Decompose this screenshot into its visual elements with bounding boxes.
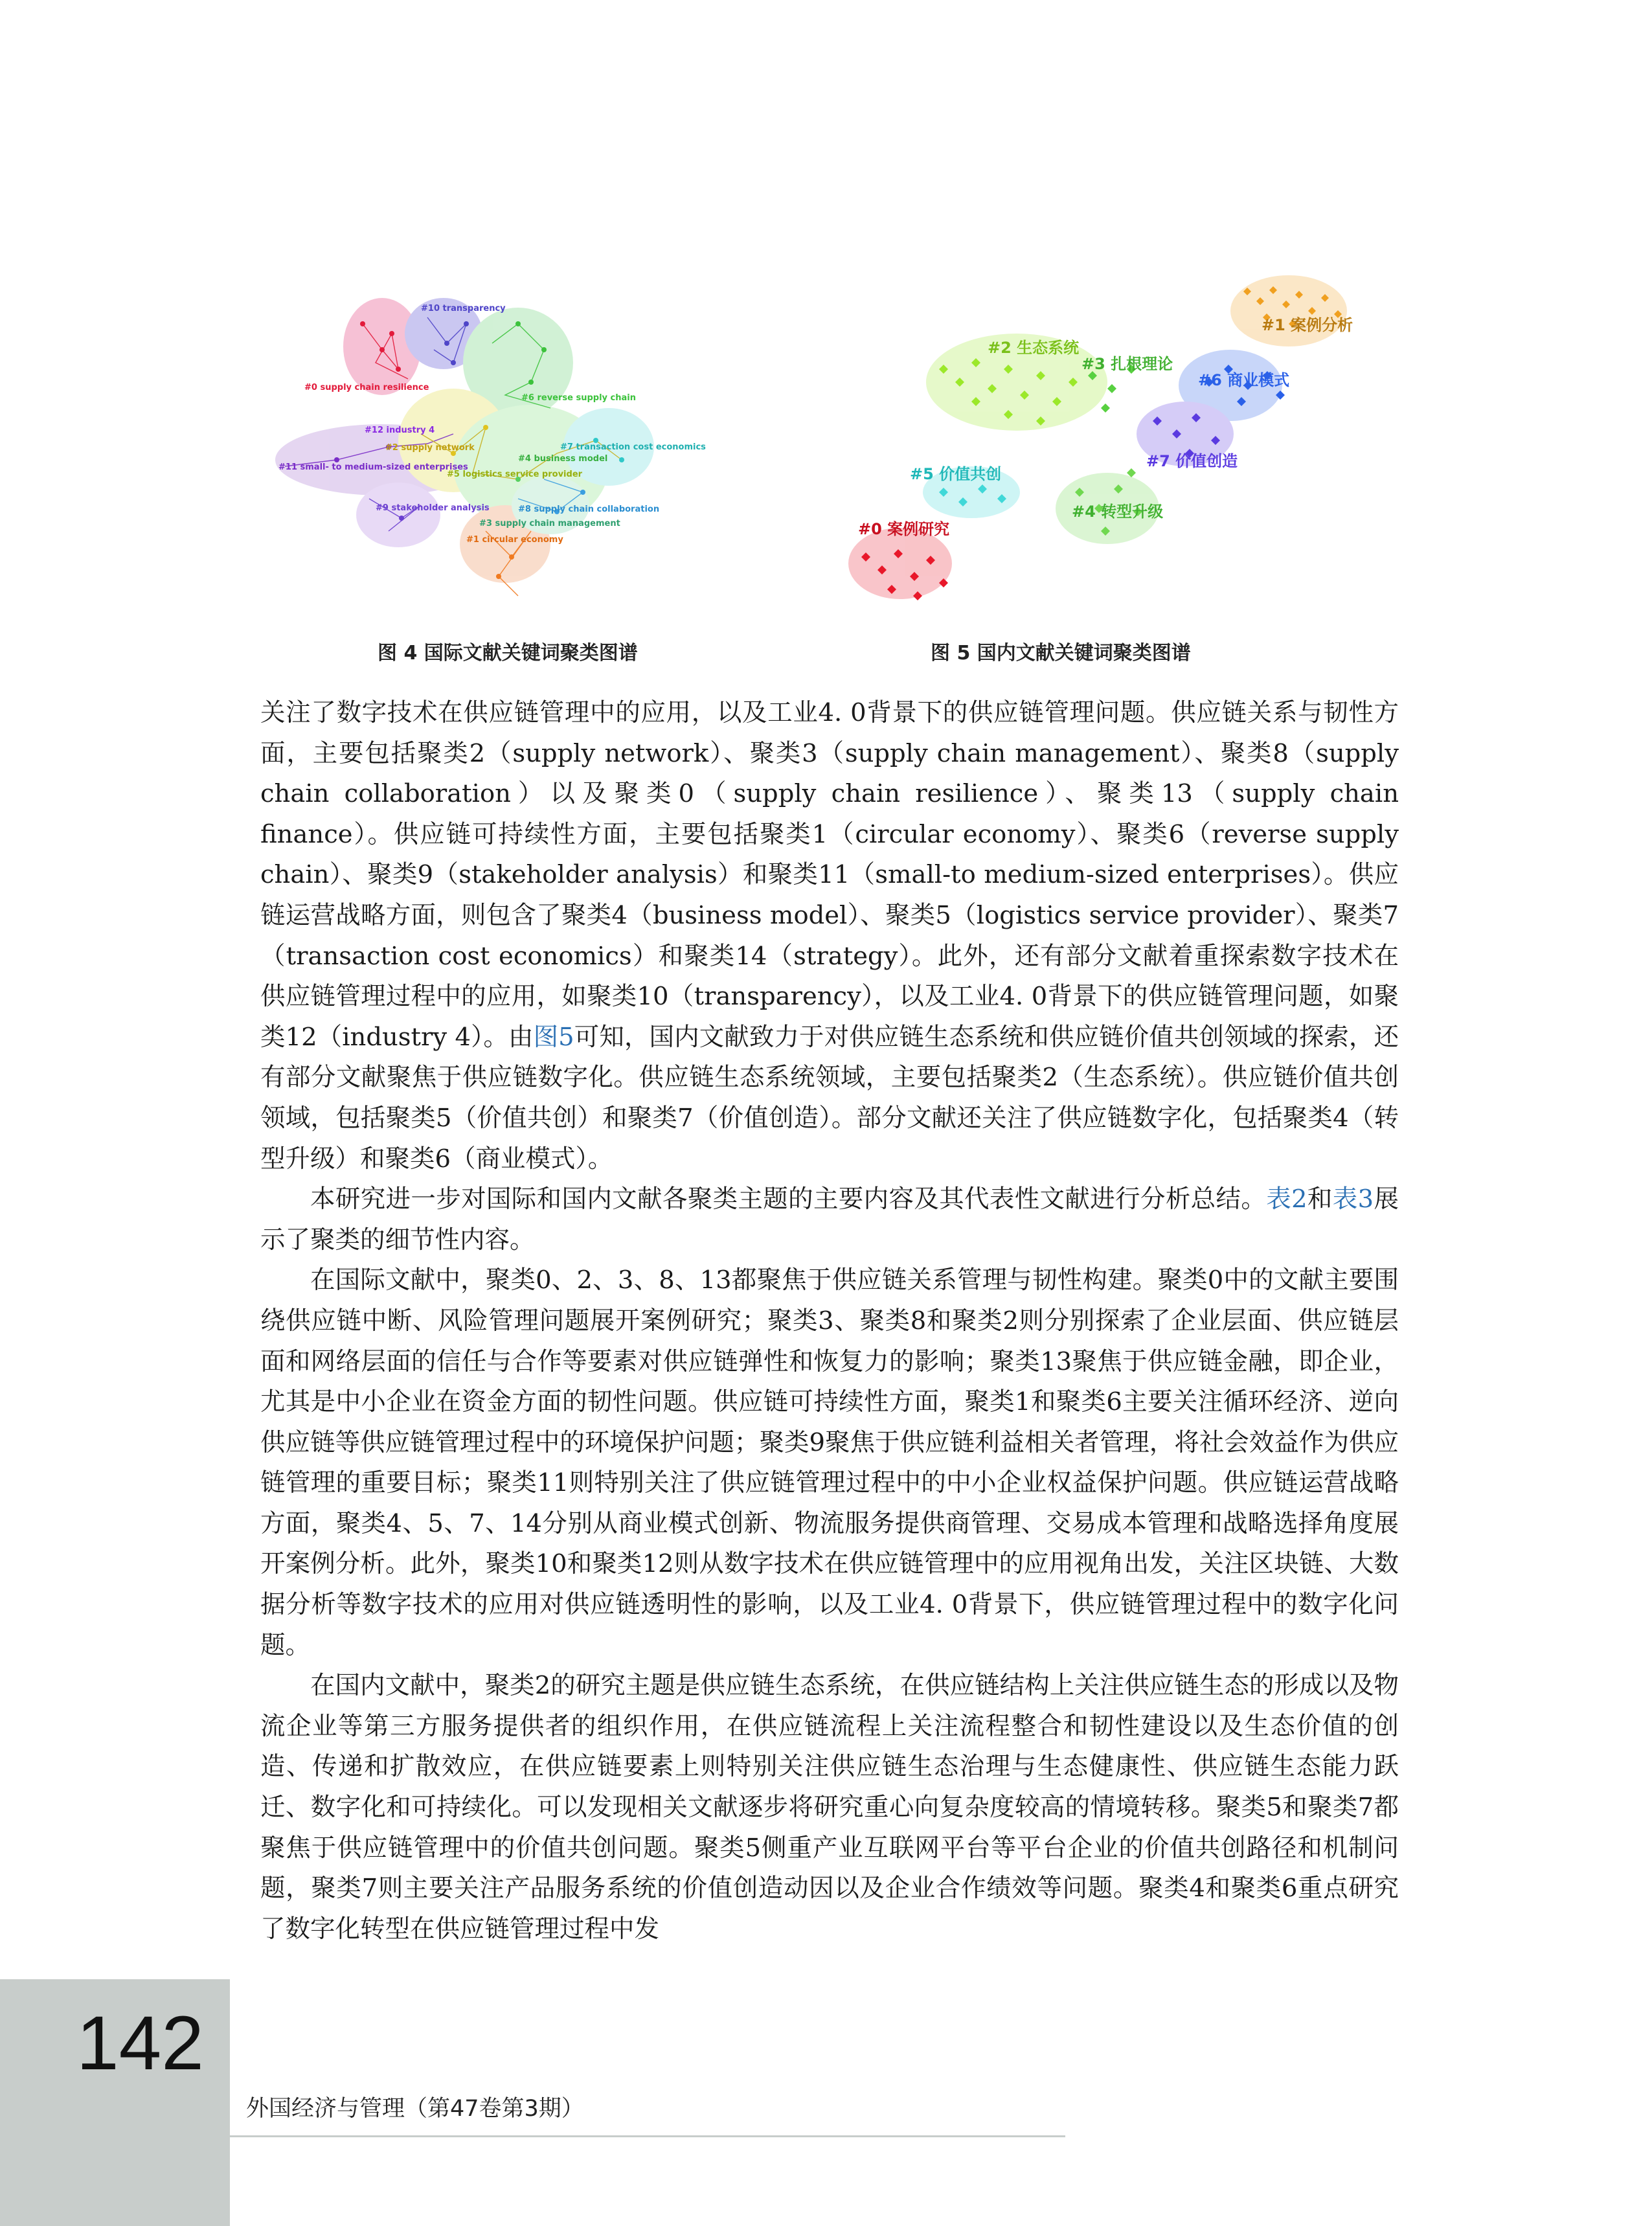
cluster-label: #5 价值共创	[910, 465, 1002, 483]
body-text	[260, 693, 1399, 1949]
cluster-label: #11 small- to medium-sized enterprises	[278, 462, 468, 472]
cluster-label: #6 reverse supply chain	[521, 393, 636, 403]
cluster-label: #9 stakeholder analysis	[376, 503, 490, 513]
text-run: 可知，国内文献致力于对供应链生态系统和供应链价值共创领域的探索，还有部分文献聚焦于供应链数字化。供应链生态系统领域，主要包括聚类2（生态系统）。供应链价值共创领域，包括聚类5（价值共创）和聚类7（价值创造）。部分文献还关注了供应链数字化，包括聚类4（转型升级）和聚类6（商业模式）。	[260, 1022, 1399, 1174]
cluster-label: #1 circular economy	[466, 535, 563, 545]
footer-divider	[230, 2135, 1065, 2137]
text-run: 关注了数字技术在供应链管理中的应用，以及工业4. 0背景下的供应链管理问题。供应链关系与韧性方面，主要包括聚类2（supply network）、聚类3（supply chain management）、聚类8（supply chain collaboration）以及聚类0（supply chain resilience）、聚类13（supply chain finance）。供应链可持续性方面，主要包括聚类1（circular economy）、聚类6（reverse supply chain）、聚类9（stakeholder analysis）和聚类11（small-to medium-sized enterprises）。供应链运营战略方面，则包含了聚类4（business model）、聚类5（logistics service provider）、聚类7（transaction cost economics）和聚类14（strategy）。此外，还有部分文献着重探索数字技术在供应链管理过程中的应用，如聚类10（transparency），以及工业4. 0背景下的供应链管理问题，如聚类12（industry 4）。由	[260, 698, 1399, 1052]
cluster-label: #7 价值创造	[1146, 452, 1238, 470]
text-run: 和	[1307, 1185, 1333, 1214]
cluster-label: #12 industry 4	[365, 426, 435, 435]
text-run: 本研究进一步对国际和国内文献各聚类主题的主要内容及其代表性文献进行分析总结。	[310, 1185, 1267, 1214]
figure-5-cluster-map	[822, 266, 1392, 615]
paragraph: 在国际文献中，聚类0、2、3、8、13都聚焦于供应链关系管理与韧性构建。聚类0中的文献主要围绕供应链中断、风险管理问题展开案例研究；聚类3、聚类8和聚类2则分别探索了企业层面、供应链层面和网络层面的信任与合作等要素对供应链弹性和恢复力的影响；聚类13聚焦于供应链金融，即企业，尤其是中小企业在资金方面的韧性问题。供应链可持续性方面，聚类1和聚类6主要关注循环经济、逆向供应链等供应链管理过程中的环境保护问题；聚类9聚焦于供应链利益相关者管理，将社会效益作为供应链管理的重要目标；聚类11则特别关注了供应链管理过程中的中小企业权益保护问题。供应链运营战略方面，聚类4、5、7、14分别从商业模式创新、物流服务提供商管理、交易成本管理和战略选择角度展开案例分析。此外，聚类10和聚类12则从数字技术在供应链管理中的应用视角出发，关注区块链、大数据分析等数字技术的应用对供应链透明性的影响，以及工业4. 0背景下，供应链管理过程中的数字化问题。	[260, 1266, 1399, 1660]
cluster-label: #0 supply chain resilience	[304, 383, 429, 392]
cluster-label: #2 生态系统	[988, 339, 1080, 357]
figure-4-cluster-map	[259, 285, 842, 615]
cluster-label: #3 扎根理论	[1081, 355, 1173, 373]
cluster-label: #8 supply chain collaboration	[518, 505, 660, 514]
figure-4-network	[259, 285, 842, 615]
cluster-label: #4 转型升级	[1072, 503, 1164, 521]
figure-5-link[interactable]: 图5	[533, 1022, 574, 1052]
table-2-link[interactable]: 表2	[1266, 1185, 1307, 1214]
cluster-label: #0 案例研究	[858, 520, 950, 538]
figure-5-caption: 图 5 国内文献关键词聚类图谱	[931, 642, 1191, 664]
cluster-label: #3 supply chain management	[479, 519, 620, 528]
paragraph	[260, 693, 1399, 1179]
figure-4-caption: 图 4 国际文献关键词聚类图谱	[378, 642, 638, 664]
paragraph: 在国内文献中，聚类2的研究主题是供应链生态系统，在供应链结构上关注供应链生态的形成以及物流企业等第三方服务提供者的组织作用，在供应链流程上关注流程整合和韧性建设以及生态价值的创造、传递和扩散效应，在供应链要素上则特别关注供应链生态治理与生态健康性、供应链生态能力跃迁、数字化和可持续化。可以发现相关文献逐步将研究重心向复杂度较高的情境转移。聚类5和聚类7都聚焦于供应链管理中的价值共创问题。聚类5侧重产业互联网平台等平台企业的价值共创路径和机制问题，聚类7则主要关注产品服务系统的价值创造动因以及企业合作绩效等问题。聚类4和聚类6重点研究了数字化转型在供应链管理过程中发	[260, 1671, 1399, 1944]
figure-5-network	[822, 266, 1392, 615]
cluster-label: #2 supply network	[385, 443, 475, 453]
cluster-label: #6 商业模式	[1198, 371, 1290, 389]
journal-name: 外国经济与管理（第47卷第3期）	[246, 2096, 584, 2122]
page-number: 142	[76, 2001, 204, 2086]
cluster-label: #7 transaction cost economics	[560, 442, 706, 452]
cluster-label: #10 transparency	[421, 304, 506, 313]
cluster-label: #5 logistics service provider	[447, 470, 583, 479]
text-run: 展示了聚类的细节性内容。	[260, 1185, 1399, 1255]
paragraph	[260, 1179, 1399, 1260]
cluster-label: #1 案例分析	[1262, 316, 1353, 334]
table-3-link[interactable]: 表3	[1332, 1185, 1374, 1214]
cluster-label: #4 business model	[518, 454, 608, 464]
